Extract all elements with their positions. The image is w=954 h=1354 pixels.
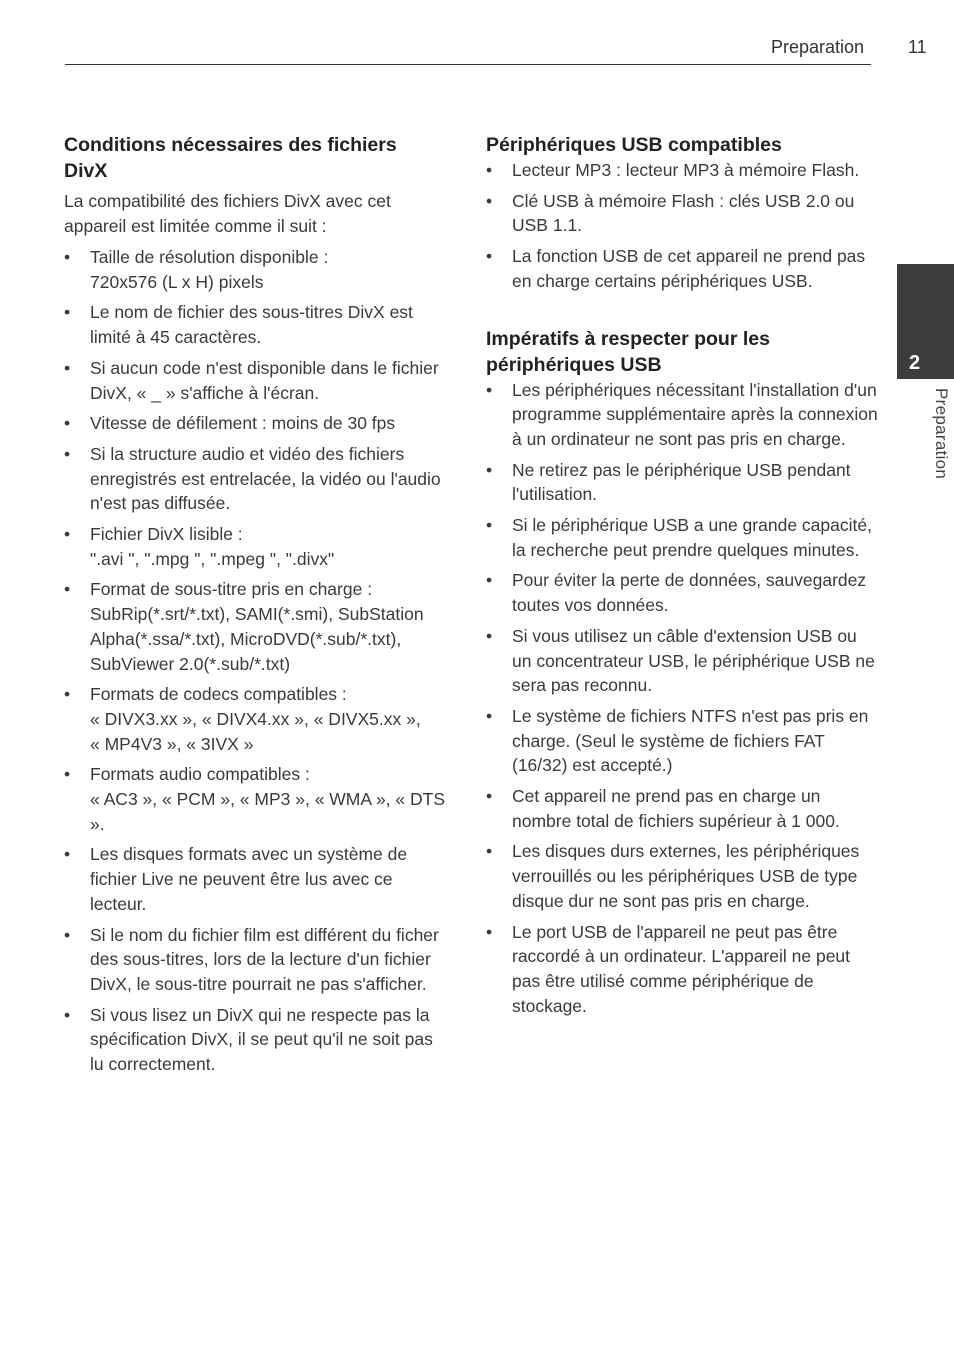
chapter-number: 2 bbox=[909, 352, 921, 374]
bullet-icon: • bbox=[486, 190, 493, 211]
list-item: • Format de sous-titre pris en charge : SubRip(*.srt/*.txt), SAMI(*.smi), SubStation Alpha(*.ssa/*.txt), MicroDVD(*.sub/*.txt), SubViewer 2.0(*.sub/*.txt) bbox=[64, 579, 424, 674]
list-item: • Les disques durs externes, les périphériques verrouillés ou les périphériques USB de type disque dur ne sont pas pris en charge. bbox=[486, 841, 860, 911]
bullet-icon: • bbox=[486, 379, 493, 400]
usb-requirements-title: Impératifs à respecter pour les périphériques USB bbox=[486, 327, 770, 376]
list-item: • Les disques formats avec un système de fichier Live ne peuvent être lus avec ce lecteur. bbox=[64, 844, 408, 914]
list-item: • Le système de fichiers NTFS n'est pas pris en charge. (Seul le système de fichiers FAT (16/32) est accepté.) bbox=[486, 705, 869, 776]
list-item: • Cet appareil ne prend pas en charge un nombre total de fichiers supérieur à 1 000. bbox=[486, 786, 840, 831]
list-item: • Pour éviter la perte de données, sauvegardez toutes vos données. bbox=[486, 570, 867, 616]
running-header-section: Preparation bbox=[771, 37, 865, 57]
list-item: • Taille de résolution disponible : 720x576 (L x H) pixels bbox=[64, 247, 329, 292]
chapter-tab bbox=[897, 264, 954, 379]
bullet-icon: • bbox=[486, 570, 493, 591]
list-item: • Si la structure audio et vidéo des fichiers enregistrés est entrelacée, la vidéo ou l'audio n'est pas diffusée. bbox=[64, 443, 441, 514]
bullet-icon: • bbox=[64, 443, 71, 464]
divx-requirements-list bbox=[64, 245, 450, 1077]
list-item: • La fonction USB de cet appareil ne prend pas en charge certains périphériques USB. bbox=[486, 246, 866, 291]
list-item: • Si vous utilisez un câble d'extension USB ou un concentrateur USB, le périphérique USB ne sera pas reconnu. bbox=[486, 625, 875, 696]
divx-intro: La compatibilité des fichiers DivX avec cet appareil est limitée comme il suit : bbox=[64, 191, 391, 236]
chapter-label: Preparation bbox=[932, 388, 951, 480]
list-item: • Ne retirez pas le périphérique USB pendant l'utilisation. bbox=[486, 459, 851, 505]
bullet-icon: • bbox=[486, 786, 493, 807]
bullet-icon: • bbox=[64, 844, 71, 865]
bullet-icon: • bbox=[64, 247, 71, 267]
bullet-icon: • bbox=[486, 459, 493, 480]
bullet-icon: • bbox=[486, 841, 493, 862]
bullet-icon: • bbox=[64, 764, 71, 785]
bullet-icon: • bbox=[64, 1004, 71, 1025]
list-item: • Les périphériques nécessitant l'installation d'un programme supplémentaire après la connexion à un ordinateur ne sont pas pris en charge. bbox=[486, 379, 878, 449]
list-item: • Si le nom du fichier film est différent du ficher des sous-titres, lors de la lecture d'un fichier DivX, le sous-titre pourrait ne pas s'afficher. bbox=[64, 924, 439, 994]
bullet-icon: • bbox=[64, 357, 71, 378]
left-column bbox=[64, 132, 450, 1083]
divx-section-title: Conditions nécessaires des fichiers DivX bbox=[64, 134, 397, 182]
list-item: • Clé USB à mémoire Flash : clés USB 2.0 ou USB 1.1. bbox=[486, 190, 855, 236]
bullet-icon: • bbox=[486, 625, 493, 646]
bullet-icon: • bbox=[486, 515, 493, 536]
bullet-icon: • bbox=[64, 924, 71, 945]
list-item: • Si vous lisez un DivX qui ne respecte pas la spécification DivX, il se peut qu'il ne soit pas lu correctement. bbox=[64, 1004, 433, 1075]
bullet-icon: • bbox=[64, 302, 71, 323]
usb-requirements-list bbox=[486, 378, 878, 1019]
usb-compatible-list bbox=[486, 158, 878, 294]
list-item: • Formats audio compatibles : « AC3 », « PCM », « MP3 », « WMA », « DTS ». bbox=[64, 764, 445, 834]
list-item: • Formats de codecs compatibles : « DIVX3.xx », « DIVX4.xx », « DIVX5.xx », « MP4V3 », « 3IVX » bbox=[64, 684, 421, 754]
usb-compatible-title: Périphériques USB compatibles bbox=[486, 134, 782, 156]
bullet-icon: • bbox=[486, 246, 493, 267]
bullet-icon: • bbox=[486, 921, 493, 942]
list-item: • Fichier DivX lisible : ".avi ", ".mpg ", ".mpeg ", ".divx" bbox=[64, 524, 335, 569]
bullet-icon: • bbox=[486, 160, 493, 180]
page-number: 11 bbox=[908, 37, 927, 57]
section-spacer bbox=[486, 300, 878, 326]
bullet-icon: • bbox=[64, 413, 71, 434]
list-item: • Le nom de fichier des sous-titres DivX est limité à 45 caractères. bbox=[64, 302, 413, 348]
right-column bbox=[486, 132, 878, 1024]
bullet-icon: • bbox=[486, 705, 493, 726]
bullet-icon: • bbox=[64, 524, 71, 545]
list-item: • Si le périphérique USB a une grande capacité, la recherche peut prendre quelques minutes. bbox=[486, 515, 872, 560]
list-item: • Vitesse de défilement : moins de 30 fps bbox=[64, 411, 450, 436]
list-item: • Lecteur MP3 : lecteur MP3 à mémoire Flash. bbox=[486, 158, 878, 183]
bullet-icon: • bbox=[64, 684, 71, 705]
list-item: • Le port USB de l'appareil ne peut pas être raccordé à un ordinateur. L'appareil ne peut pas être utilisé comme périphérique de stockage. bbox=[486, 921, 851, 1016]
list-item: • Si aucun code n'est disponible dans le fichier DivX, « _ » s'affiche à l'écran. bbox=[64, 357, 439, 403]
header-divider bbox=[65, 64, 871, 65]
bullet-icon: • bbox=[64, 579, 71, 600]
